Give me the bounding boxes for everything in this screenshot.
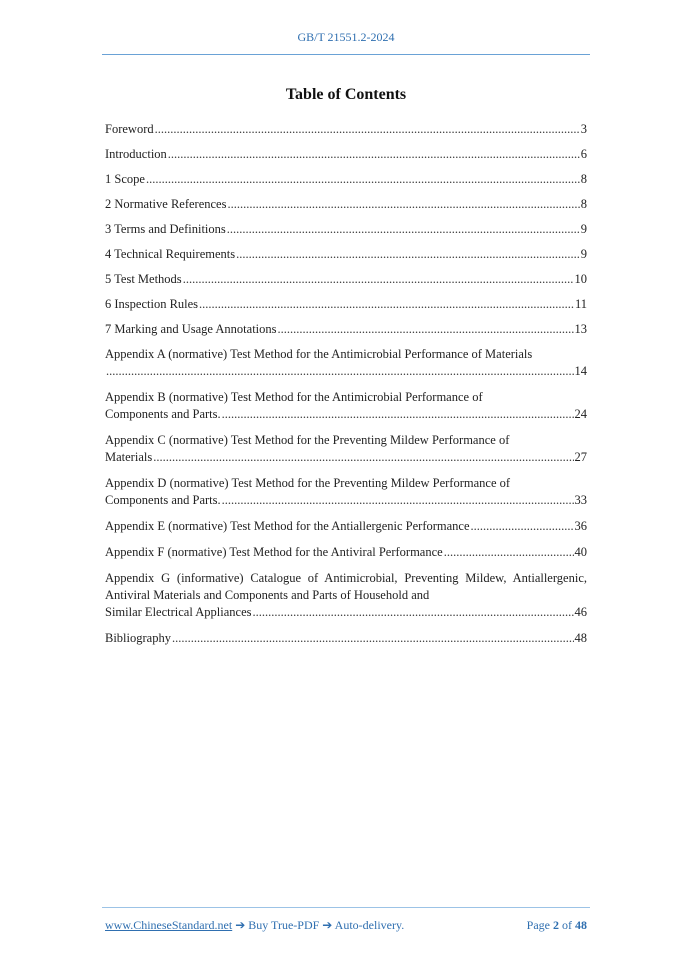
toc-entry-title: Foreword <box>105 122 154 136</box>
dot-leader <box>444 544 574 561</box>
dot-leader <box>199 296 574 313</box>
toc-entry-scope[interactable] <box>105 171 587 188</box>
toc-entry-page: 27 <box>574 450 587 464</box>
dot-leader <box>146 171 580 188</box>
header-divider <box>102 54 590 55</box>
dot-leader <box>168 146 580 163</box>
document-header: GB/T 21551.2-2024 <box>297 30 395 44</box>
toc-entry-title: 1 Scope <box>105 172 145 186</box>
toc-entry-page: 9 <box>580 222 587 236</box>
dot-leader <box>172 630 574 647</box>
toc-entry-title: Appendix E (normative) Test Method for the Antiallergenic Performance <box>105 519 470 533</box>
toc-entry-introduction[interactable] <box>105 146 587 163</box>
toc-entry-tail: Materials <box>105 450 153 464</box>
dot-leader <box>227 221 580 238</box>
toc-entry-normative-references[interactable] <box>105 196 587 213</box>
toc-entry-title: Appendix F (normative) Test Method for the Antiviral Performance <box>105 545 443 559</box>
total-pages: 48 <box>575 918 587 932</box>
toc-entry-bibliography[interactable] <box>105 630 587 647</box>
toc-entry-appendix-b[interactable] <box>105 389 587 423</box>
toc-entry-foreword[interactable] <box>105 121 587 138</box>
current-page: 2 <box>553 918 559 932</box>
table-of-contents <box>105 121 587 655</box>
toc-entry-title: Appendix G (informative) Catalogue of Antimicrobial, Preventing Mildew, Antiallergenic, Antiviral Materials and Components and Parts of Household and <box>105 571 587 602</box>
toc-entry-appendix-c[interactable] <box>105 432 587 466</box>
dot-leader <box>153 449 573 466</box>
toc-entry-page: 6 <box>580 147 587 161</box>
toc-entry-page: 14 <box>574 364 587 378</box>
toc-entry-inspection-rules[interactable] <box>105 296 587 313</box>
toc-entry-page: 13 <box>574 322 587 336</box>
toc-entry-appendix-d[interactable] <box>105 475 587 509</box>
toc-entry-title: Bibliography <box>105 631 171 645</box>
of-label: of <box>562 918 572 932</box>
toc-entry-title: 6 Inspection Rules <box>105 297 199 311</box>
dot-leader <box>183 271 574 288</box>
footer-promo <box>105 918 404 933</box>
dot-leader <box>222 492 574 509</box>
toc-entry-technical-requirements[interactable] <box>105 246 587 263</box>
dot-leader <box>278 321 574 338</box>
toc-title: Table of Contents <box>285 86 407 103</box>
toc-entry-appendix-e[interactable] <box>105 518 587 535</box>
toc-entry-title: 4 Technical Requirements <box>105 247 236 261</box>
dot-leader <box>471 518 574 535</box>
toc-entry-page: 3 <box>580 122 587 136</box>
toc-entry-tail: Similar Electrical Appliances <box>105 605 252 619</box>
dot-leader <box>106 363 574 380</box>
toc-entry-title: Appendix B (normative) Test Method for the Antimicrobial Performance of <box>105 390 483 404</box>
toc-entry-tail: Components and Parts. <box>105 493 221 507</box>
toc-entry-page: 8 <box>580 172 587 186</box>
toc-entry-title: Appendix D (normative) Test Method for the Preventing Mildew Performance of <box>105 476 511 490</box>
toc-entry-page: 48 <box>574 631 587 645</box>
page-footer <box>105 918 587 933</box>
toc-entry-title: Appendix C (normative) Test Method for the Preventing Mildew Performance of <box>105 433 510 447</box>
toc-entry-page: 33 <box>574 493 587 507</box>
toc-entry-appendix-f[interactable] <box>105 544 587 561</box>
dot-leader <box>222 406 574 423</box>
toc-entry-title: 5 Test Methods <box>105 272 182 286</box>
toc-entry-title: 7 Marking and Usage Annotations <box>105 322 277 336</box>
page-label: Page <box>526 918 550 932</box>
page-indicator <box>527 918 587 933</box>
toc-entry-title: 3 Terms and Definitions <box>105 222 226 236</box>
toc-entry-page: 36 <box>574 519 587 533</box>
dot-leader <box>236 246 580 263</box>
dot-leader <box>252 604 573 621</box>
toc-entry-page: 46 <box>574 605 587 619</box>
toc-entry-page: 11 <box>574 297 587 311</box>
toc-entry-marking[interactable] <box>105 321 587 338</box>
promo-text: ➔ Buy True-PDF ➔ Auto-delivery. <box>232 918 405 932</box>
footer-divider <box>102 907 590 908</box>
toc-entry-test-methods[interactable] <box>105 271 587 288</box>
dot-leader <box>155 121 580 138</box>
toc-entry-title: Introduction <box>105 147 167 161</box>
toc-entry-title: Appendix A (normative) Test Method for the Antimicrobial Performance of Materials <box>105 347 533 361</box>
website-link[interactable]: www.ChineseStandard.net <box>105 918 233 932</box>
toc-entry-tail: Components and Parts. <box>105 407 221 421</box>
toc-entry-page: 9 <box>580 247 587 261</box>
toc-entry-appendix-g[interactable] <box>105 570 587 621</box>
toc-entry-title: 2 Normative References <box>105 197 227 211</box>
toc-entry-page: 10 <box>574 272 587 286</box>
toc-entry-appendix-a[interactable] <box>105 346 587 380</box>
toc-entry-page: 40 <box>574 545 587 559</box>
dot-leader <box>227 196 579 213</box>
toc-entry-page: 8 <box>580 197 587 211</box>
toc-entry-page: 24 <box>574 407 587 421</box>
toc-entry-terms-definitions[interactable] <box>105 221 587 238</box>
